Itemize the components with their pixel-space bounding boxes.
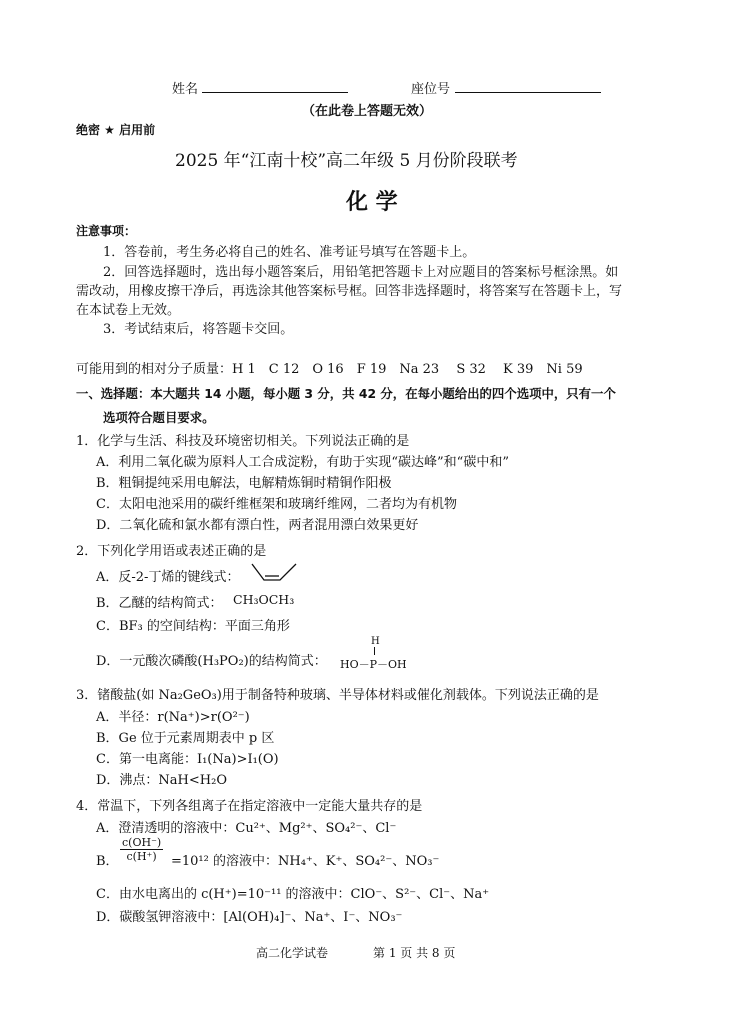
- question-stem: 3．锗酸盐(如 Na₂GeO₃)用于制备特种玻璃、半导体材料或催化剂载体。下列说法正确的是: [76, 688, 599, 703]
- option-b-label: B．: [96, 854, 119, 869]
- page-number: 第 1 页 共 8 页: [373, 946, 456, 960]
- subject-title: 化 学: [346, 189, 398, 215]
- trans-2-butene-skeletal-icon: [250, 562, 302, 584]
- invalid-note: （在此卷上答题无效）: [302, 104, 433, 119]
- option-b: B．乙醚的结构简式：: [96, 596, 223, 611]
- option-a: A．半径：r(Na⁺)>r(O²⁻): [96, 710, 250, 725]
- option-b: B．Ge 位于元素周期表中 p 区: [96, 731, 275, 746]
- exam-title: 2025 年“江南十校”高二年级 5 月份阶段联考: [175, 151, 518, 171]
- section-heading-cont: 选项符合题目要求。: [103, 410, 215, 425]
- footer-paper: 高二化学试卷: [256, 946, 329, 960]
- option-d: D．一元酸次磷酸(H₃PO₂)的结构简式：: [96, 654, 327, 669]
- hypophosphorous-structure: HO－P－OH: [340, 658, 407, 671]
- atomic-masses: 可能用到的相对分子质量：H 1 C 12 O 16 F 19 Na 23 S 32 K 39 Ni 59: [76, 362, 583, 377]
- option-b: =10¹² 的溶液中：NH₄⁺、K⁺、SO₄²⁻、NO₃⁻: [171, 854, 440, 869]
- notice-item: 需改动，用橡皮擦干净后，再选涂其他答案标号框。回答非选择题时，将答案写在答题卡上，写: [76, 284, 623, 299]
- notice-item: 1．答卷前，考生务必将自己的姓名、准考证号填写在答题卡上。: [103, 245, 476, 260]
- seat-label: 座位号: [411, 82, 451, 97]
- notice-item: 3．考试结束后，将答题卡交回。: [103, 322, 294, 337]
- name-field[interactable]: [202, 78, 348, 93]
- name-label: 姓名: [172, 82, 199, 97]
- option-d: D．沸点：NaH<H₂O: [96, 773, 227, 788]
- option-a: A．反-2-丁烯的键线式：: [96, 570, 240, 585]
- fraction-numerator: c(OH⁻): [122, 836, 162, 849]
- notice-item: 2．回答选择题时，选出每小题答案后，用铅笔把答题卡上对应题目的答案标号框涂黑。如: [103, 265, 619, 280]
- option-c: C．由水电离出的 c(H⁺)=10⁻¹¹ 的溶液中：ClO⁻、S²⁻、Cl⁻、Na⁺: [96, 887, 490, 902]
- option-a: A．澄清透明的溶液中：Cu²⁺、Mg²⁺、SO₄²⁻、Cl⁻: [96, 821, 397, 836]
- option-d: D．二氧化硫和氯水都有漂白性，两者混用漂白效果更好: [96, 518, 419, 533]
- notice-title: 注意事项：: [76, 224, 137, 238]
- structure-bond: [374, 647, 375, 655]
- option-c: C．第一电离能：I₁(Na)>I₁(O): [96, 752, 279, 767]
- ether-formula: CH₃OCH₃: [233, 592, 295, 607]
- question-stem: 4．常温下，下列各组离子在指定溶液中一定能大量共存的是: [76, 799, 423, 814]
- structure-top-h: H: [371, 636, 380, 647]
- option-c: C．BF₃ 的空间结构：平面三角形: [96, 619, 290, 634]
- secret-mark: 绝密 ★ 启用前: [76, 123, 156, 137]
- ratio-fraction: [120, 836, 163, 863]
- option-c: C．太阳电池采用的碳纤维框架和玻璃纤维网，二者均为有机物: [96, 497, 457, 512]
- fraction-denominator: c(H⁺): [126, 850, 157, 863]
- section-heading: 一、选择题：本大题共 14 小题，每小题 3 分，共 42 分，在每小题给出的四个选项中，只有一个: [76, 386, 616, 401]
- question-stem: 1．化学与生活、科技及环境密切相关。下列说法正确的是: [76, 434, 410, 449]
- option-b: B．粗铜提纯采用电解法，电解精炼铜时精铜作阳极: [96, 476, 392, 491]
- option-a: A．利用二氧化碳为原料人工合成淀粉，有助于实现“碳达峰”和“碳中和”: [96, 455, 509, 470]
- option-d: D．碳酸氢钾溶液中：[Al(OH)₄]⁻、Na⁺、I⁻、NO₃⁻: [96, 910, 403, 925]
- notice-item: 在本试卷上无效。: [76, 303, 181, 318]
- seat-field[interactable]: [455, 78, 601, 93]
- question-stem: 2．下列化学用语或表述正确的是: [76, 544, 267, 559]
